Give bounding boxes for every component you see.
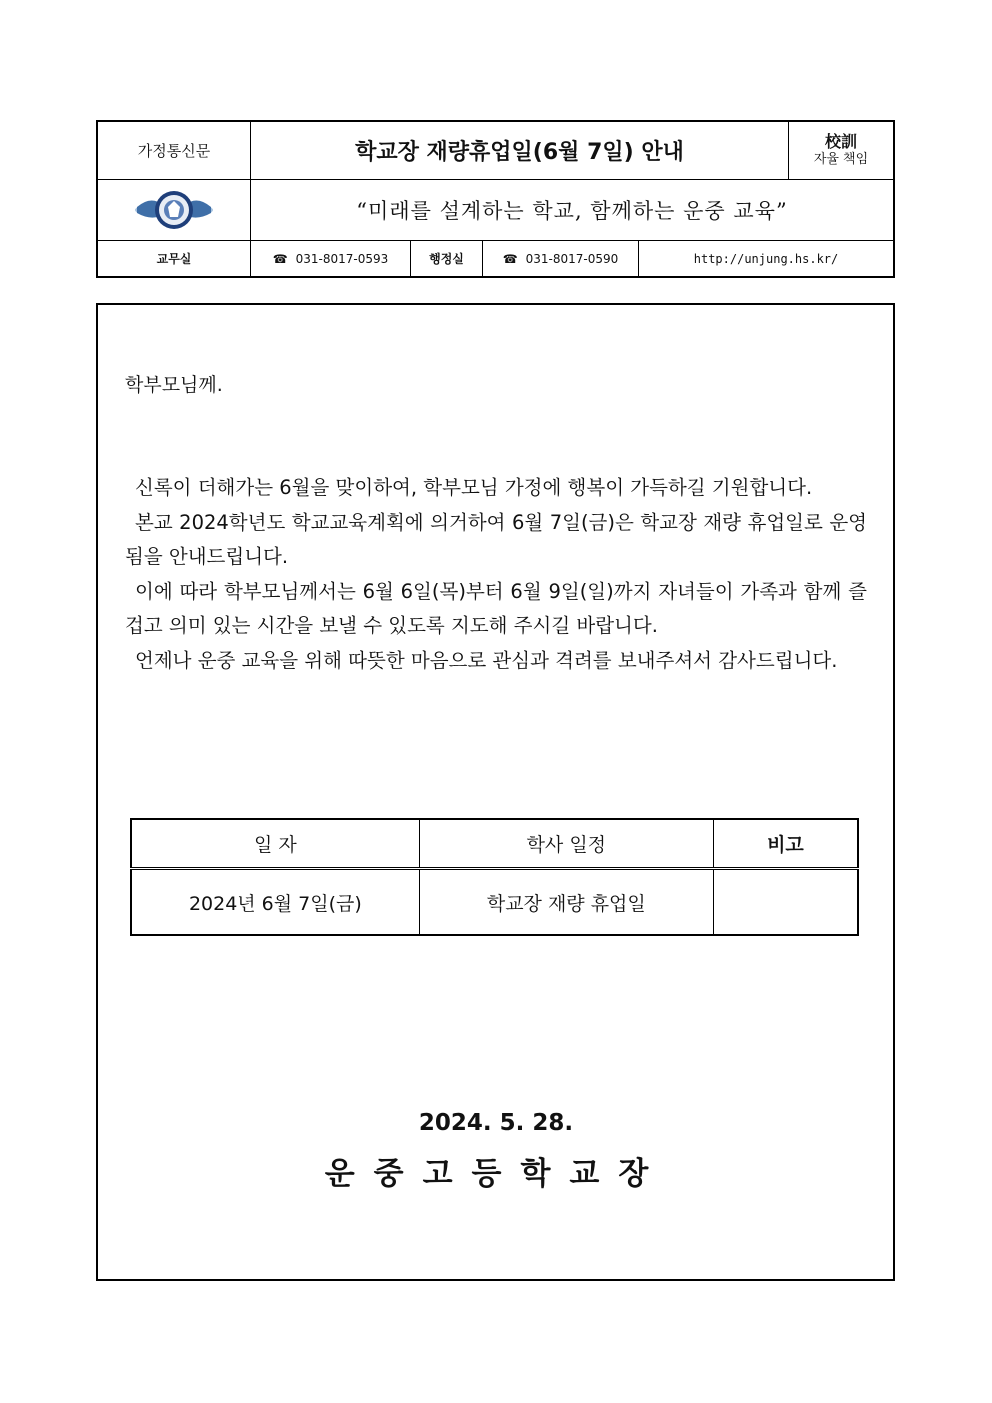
header-contact-row	[98, 241, 893, 276]
schedule-header-date: 일 자	[131, 819, 419, 869]
letter-paragraph: 이에 따라 학부모님께서는 6월 6일(목)부터 6월 9일(일)까지 자녀들이 가족과 함께 즐겁고 의미 있는 시간을 보낼 수 있도록 지도해 주시길 바랍니다.	[125, 579, 867, 638]
office1-phone: 031-8017-0593	[295, 251, 389, 266]
letter-paragraph: 본교 2024학년도 학교교육계획에 의거하여 6월 7일(금)은 학교장 재량 휴업일로 운영됨을 안내드립니다.	[125, 510, 867, 569]
office2-phone-cell	[483, 241, 639, 276]
letter-body	[125, 471, 867, 679]
header-title-row	[98, 122, 893, 180]
office1-phone-cell	[251, 241, 411, 276]
school-slogan: “미래를 설계하는 학교, 함께하는 운중 교육”	[356, 199, 788, 223]
letter-paragraph: 언제나 운중 교육을 위해 따뜻한 마음으로 관심과 격려를 보내주셔서 감사드립니다.	[135, 648, 838, 672]
schedule-date-cell: 2024년 6월 7일(금)	[131, 869, 419, 936]
school-motto	[789, 122, 893, 179]
schedule-table	[130, 818, 859, 936]
office1-label: 교무실	[98, 241, 251, 276]
schedule-note-cell	[713, 869, 858, 936]
schedule-event-cell: 학교장 재량 휴업일	[419, 869, 713, 936]
phone-icon: ☎	[272, 251, 288, 266]
schedule-header-row	[131, 819, 858, 869]
phone-icon: ☎	[502, 251, 518, 266]
school-emblem-icon	[98, 180, 251, 240]
school-url[interactable]: http://unjung.hs.kr/	[693, 251, 839, 266]
letter-paragraph: 신록이 더해가는 6월을 맞이하여, 학부모님 가정에 행복이 가득하길 기원합니다.	[135, 476, 813, 499]
page-title: 학교장 재량휴업일(6월 7일) 안내	[251, 122, 789, 179]
office2-phone: 031-8017-0590	[525, 251, 619, 266]
school-motto-title: 校訓	[824, 132, 857, 152]
table-row	[131, 869, 858, 936]
newsletter-label: 가정통신문	[98, 122, 251, 179]
schedule-header-note: 비고	[713, 819, 858, 869]
newsletter-header	[96, 120, 895, 278]
letter-date: 2024. 5. 28.	[418, 1110, 574, 1136]
office2-label: 행정실	[411, 241, 483, 276]
schedule-header-event: 학사 일정	[419, 819, 713, 869]
letter-signer: 운중고등학교장	[324, 1156, 668, 1192]
letter-greeting: 학부모님께.	[125, 374, 223, 396]
header-slogan-row	[98, 180, 893, 241]
school-motto-text: 자율 책임	[813, 152, 869, 168]
